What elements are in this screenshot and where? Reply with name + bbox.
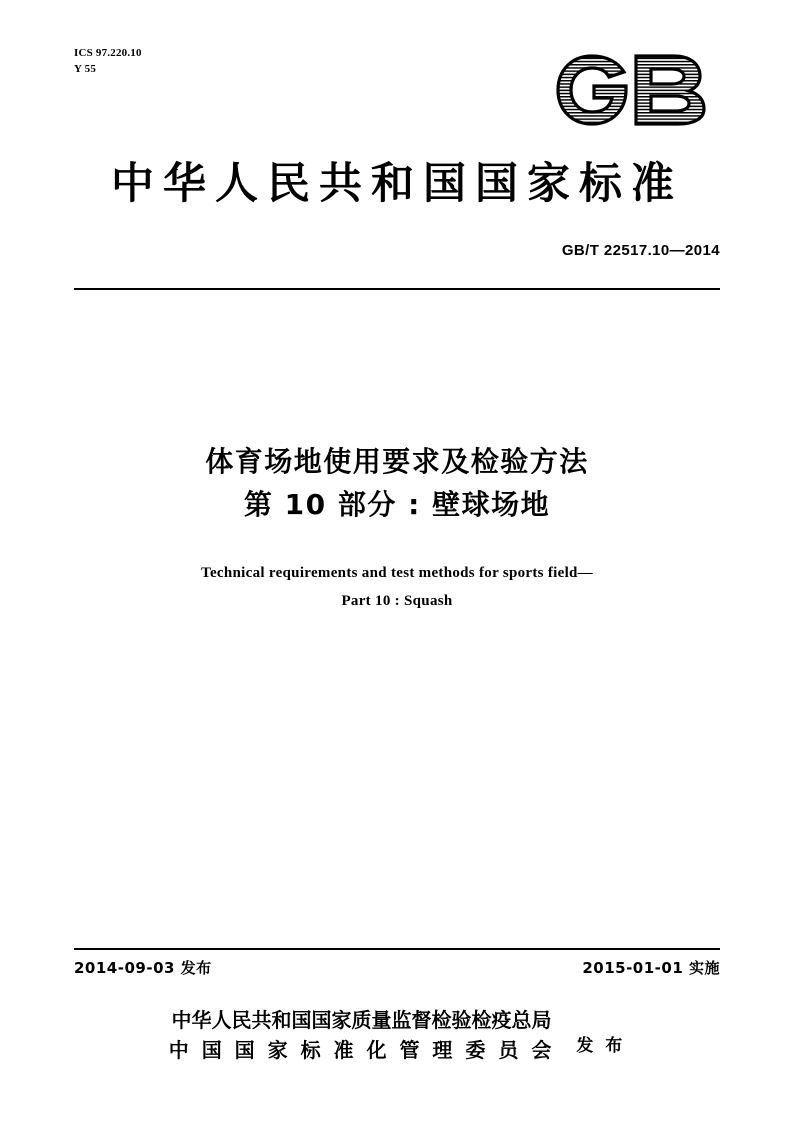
- document-title-cn: [74, 440, 720, 527]
- effective-date: 2015-01-01 实施: [582, 959, 720, 977]
- document-title-en: [74, 560, 720, 616]
- document-title-en-line1: Technical requirements and test methods for sports field—: [201, 565, 593, 581]
- gb-logo-icon: [550, 48, 720, 132]
- publish-verb: 发 布: [576, 1035, 626, 1056]
- document-title-cn-line1: 体育场地使用要求及检验方法: [205, 445, 589, 478]
- publisher-block: [74, 1005, 720, 1065]
- standard-number: GB/T 22517.10—2014: [561, 242, 720, 259]
- national-standard-title: 中华人民共和国国家标准: [111, 159, 683, 209]
- divider-top: [74, 288, 720, 290]
- publisher-line2: 中 国 国 家 标 准 化 管 理 委 员 会: [168, 1038, 555, 1062]
- ics-block: [74, 46, 142, 78]
- ics-code: ICS 97.220.10: [74, 47, 142, 59]
- publisher-line1: 中华人民共和国国家质量监督检验检疫总局: [171, 1008, 552, 1032]
- issue-date: 2014-09-03 发布: [74, 959, 212, 977]
- classification-code: Y 55: [74, 62, 97, 75]
- document-title-en-line2: Part 10 : Squash: [341, 592, 453, 609]
- document-title-cn-line2: 第 10 部分 : 壁球场地: [243, 488, 551, 522]
- publisher-names: [169, 1005, 555, 1065]
- divider-bottom: [74, 948, 720, 950]
